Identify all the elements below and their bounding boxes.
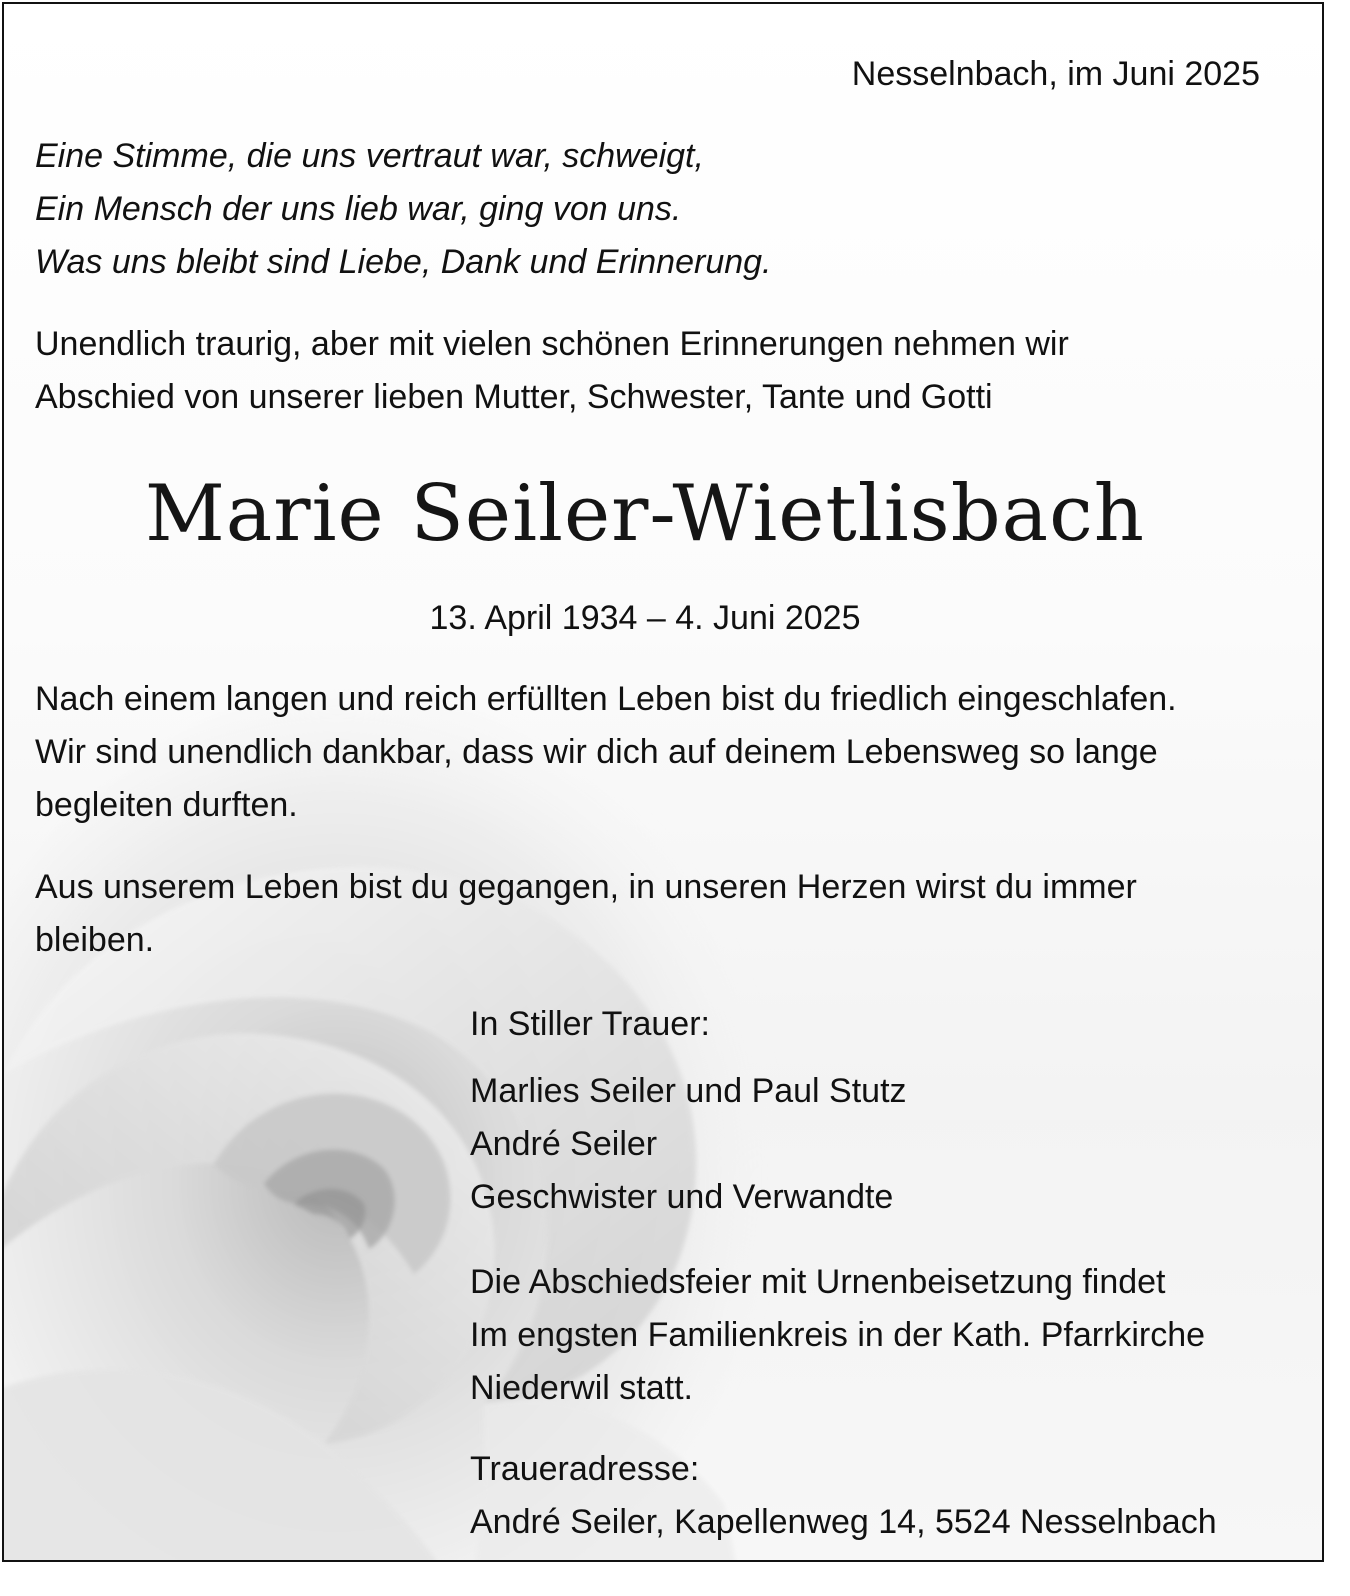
- intro-paragraph: [35, 318, 1069, 424]
- address-value: André Seiler, Kapellenweg 14, 5524 Nesselnbach: [470, 1503, 1217, 1541]
- poem: [35, 130, 772, 289]
- ceremony-line: Niederwil statt.: [470, 1369, 693, 1407]
- mourning-heading: In Stiller Trauer:: [470, 1005, 710, 1043]
- mourner-name: Marlies Seiler und Paul Stutz: [470, 1072, 907, 1110]
- poem-line: Was uns bleibt sind Liebe, Dank und Erinnerung.: [35, 243, 772, 281]
- farewell-paragraph: [35, 673, 1177, 832]
- mourning-address: [470, 1443, 1217, 1549]
- place-and-date: Nesselnbach, im Juni 2025: [851, 55, 1260, 93]
- life-dates: 13. April 1934 – 4. Juni 2025: [429, 599, 861, 637]
- deceased-name: Marie Seiler-Wietlisbach: [144, 469, 1146, 559]
- paragraph-line: Wir sind unendlich dankbar, dass wir dich auf deinem Lebensweg so lange: [35, 733, 1158, 771]
- ceremony-line: Die Abschiedsfeier mit Urnenbeisetzung findet: [470, 1263, 1166, 1301]
- intro-line: Unendlich traurig, aber mit vielen schönen Erinnerungen nehmen wir: [35, 325, 1069, 363]
- paragraph-line: begleiten durften.: [35, 786, 298, 824]
- poem-line: Ein Mensch der uns lieb war, ging von uns.: [35, 190, 682, 228]
- mourner-name: Geschwister und Verwandte: [470, 1178, 894, 1216]
- address-heading: Traueradresse:: [470, 1450, 700, 1488]
- paragraph-line: Nach einem langen und reich erfüllten Leben bist du friedlich eingeschlafen.: [35, 680, 1177, 718]
- intro-line: Abschied von unserer lieben Mutter, Schwester, Tante und Gotti: [35, 378, 993, 416]
- poem-line: Eine Stimme, die uns vertraut war, schweigt,: [35, 137, 704, 175]
- ceremony-notice: [470, 1256, 1205, 1415]
- paragraph-line: bleiben.: [35, 921, 155, 959]
- mourners-list: [470, 1065, 907, 1224]
- ceremony-line: Im engsten Familienkreis in der Kath. Pfarrkirche: [470, 1316, 1206, 1354]
- obituary-notice: [2, 2, 1324, 1562]
- mourner-name: André Seiler: [470, 1125, 658, 1163]
- remembrance-paragraph: [35, 861, 1137, 967]
- paragraph-line: Aus unserem Leben bist du gegangen, in unseren Herzen wirst du immer: [35, 868, 1137, 906]
